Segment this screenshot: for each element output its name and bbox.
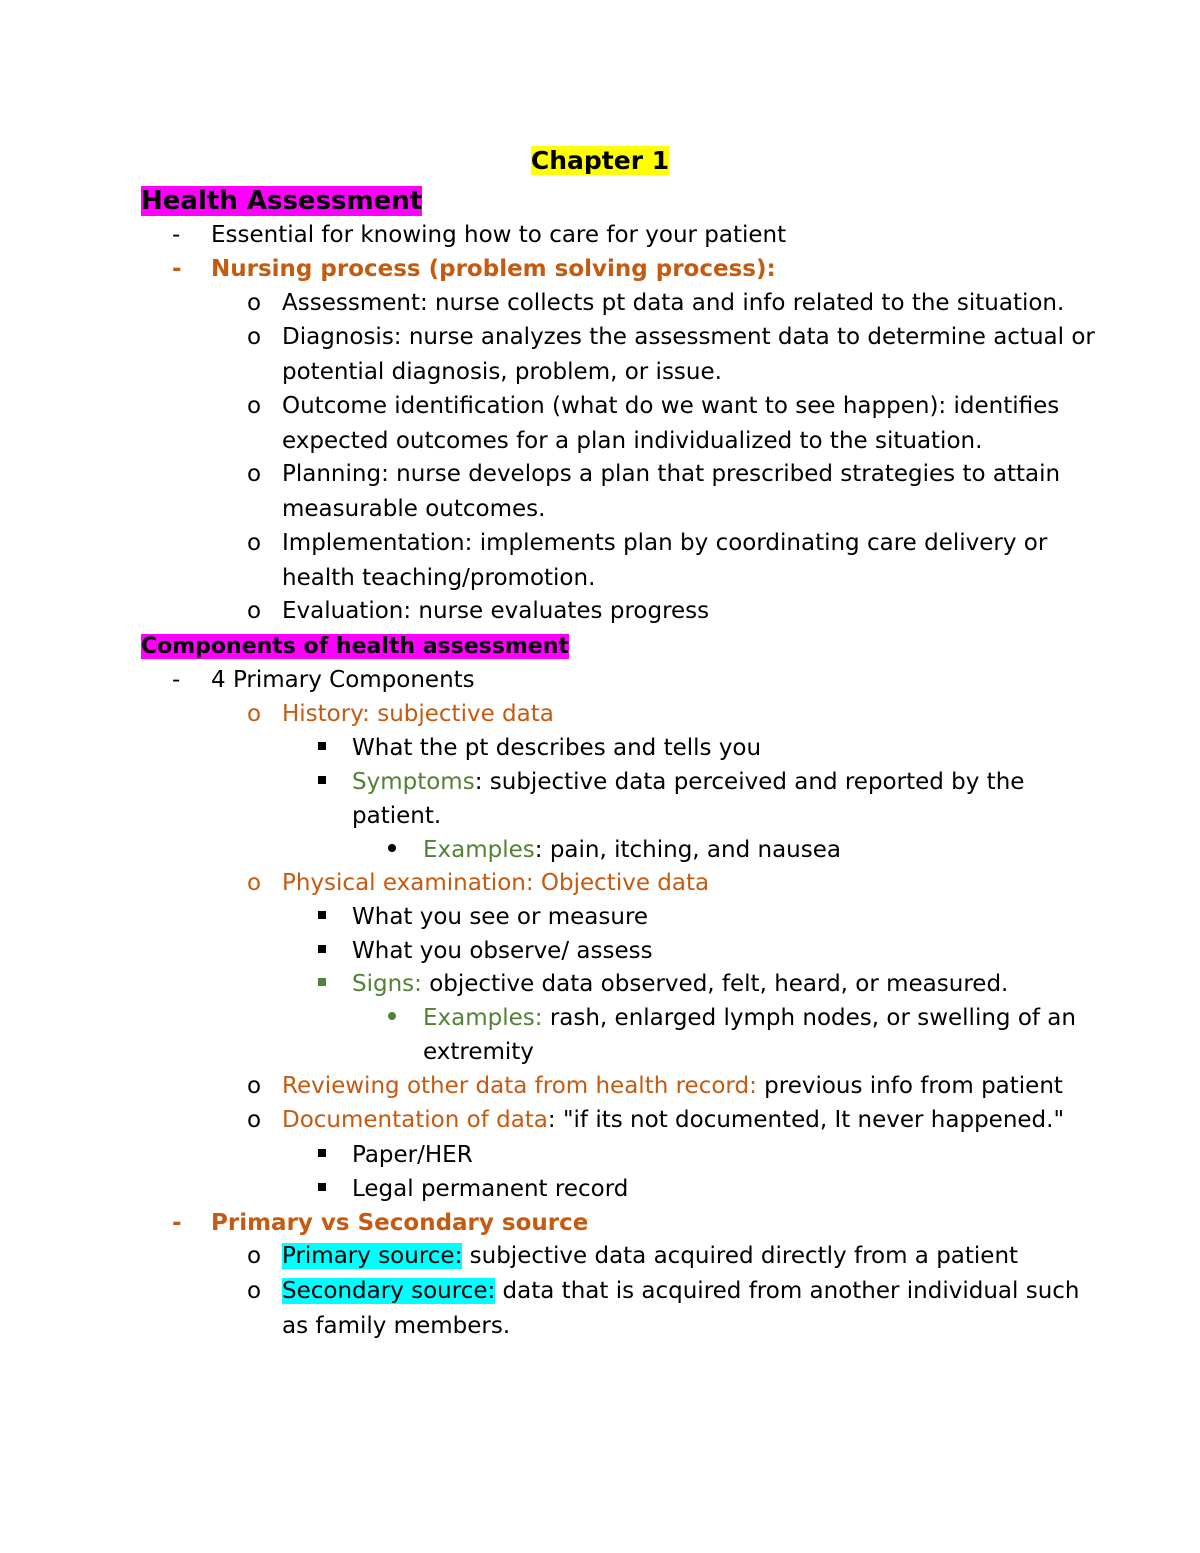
secondary-source-cont: as family members. <box>282 1313 511 1339</box>
physical-item-2: What you observe/ assess <box>352 938 653 964</box>
symptoms-line-cont: patient. <box>352 803 442 829</box>
dot-bullet <box>388 1001 396 1035</box>
circle-bullet: o <box>247 393 262 419</box>
history-item-1: What the pt describes and tells you <box>352 735 762 761</box>
dash-bullet: - <box>172 1210 182 1236</box>
history-label: History: subjective data <box>282 701 554 727</box>
page-title: Chapter 1 <box>530 146 670 175</box>
bullet-essential: Essential for knowing how to care for your patient <box>211 222 787 248</box>
circle-bullet: o <box>247 290 262 316</box>
dot-bullet <box>388 833 396 867</box>
step-diagnosis: Diagnosis: nurse analyzes the assessment data to determine actual or <box>282 324 1095 350</box>
primary-source-line: Primary source: subjective data acquired directly from a patient <box>282 1243 1019 1269</box>
step-assessment: Assessment: nurse collects pt data and info related to the situation. <box>282 290 1065 316</box>
square-bullet <box>318 934 326 968</box>
secondary-source-line: Secondary source: data that is acquired from another individual such <box>282 1278 1080 1304</box>
documentation-item-1: Paper/HER <box>352 1142 473 1168</box>
circle-bullet: o <box>247 1243 262 1269</box>
circle-bullet: o <box>247 1107 262 1133</box>
step-outcome-cont: expected outcomes for a plan individualized to the situation. <box>282 428 983 454</box>
square-bullet <box>318 765 326 799</box>
physical-examples: Examples: rash, enlarged lymph nodes, or swelling of an <box>423 1005 1076 1031</box>
step-implementation-cont: health teaching/promotion. <box>282 565 596 591</box>
dash-bullet: - <box>172 256 182 282</box>
step-evaluation: Evaluation: nurse evaluates progress <box>282 598 710 624</box>
square-bullet <box>318 1138 326 1172</box>
physical-item-1: What you see or measure <box>352 904 649 930</box>
square-bullet <box>318 731 326 765</box>
signs-line: Signs: objective data observed, felt, heard, or measured. <box>352 971 1009 997</box>
step-planning-cont: measurable outcomes. <box>282 496 546 522</box>
circle-bullet: o <box>247 1073 262 1099</box>
step-planning: Planning: nurse develops a plan that prescribed strategies to attain <box>282 461 1061 487</box>
circle-bullet: o <box>247 598 262 624</box>
bullet-primary-vs-secondary: Primary vs Secondary source <box>211 1210 589 1236</box>
circle-bullet: o <box>247 461 262 487</box>
documentation-line: Documentation of data: "if its not documented, It never happened." <box>282 1107 1065 1133</box>
dash-bullet: - <box>172 222 181 248</box>
step-outcome: Outcome identification (what do we want to see happen): identifies <box>282 393 1060 419</box>
square-bullet <box>318 1172 326 1206</box>
physical-label: Physical examination: Objective data <box>282 870 710 896</box>
heading-components: Components of health assessment <box>141 634 569 659</box>
documentation-item-2: Legal permanent record <box>352 1176 629 1202</box>
history-examples: Examples: pain, itching, and nausea <box>423 837 841 863</box>
heading-health-assessment: Health Assessment <box>141 186 423 216</box>
square-bullet <box>318 967 326 1001</box>
step-implementation: Implementation: implements plan by coordinating care delivery or <box>282 530 1048 556</box>
reviewing-line: Reviewing other data from health record: previous info from patient <box>282 1073 1063 1099</box>
symptoms-line: Symptoms: subjective data perceived and reported by the <box>352 769 1025 795</box>
bullet-primary-components: 4 Primary Components <box>211 667 475 693</box>
circle-bullet: o <box>247 1278 262 1304</box>
square-bullet <box>318 900 326 934</box>
circle-bullet: o <box>247 701 262 727</box>
circle-bullet: o <box>247 870 262 896</box>
physical-examples-cont: extremity <box>423 1039 534 1065</box>
bullet-nursing-process: Nursing process (problem solving process): <box>211 256 776 282</box>
step-diagnosis-cont: potential diagnosis, problem, or issue. <box>282 359 722 385</box>
circle-bullet: o <box>247 324 262 350</box>
circle-bullet: o <box>247 530 262 556</box>
dash-bullet: - <box>172 667 181 693</box>
